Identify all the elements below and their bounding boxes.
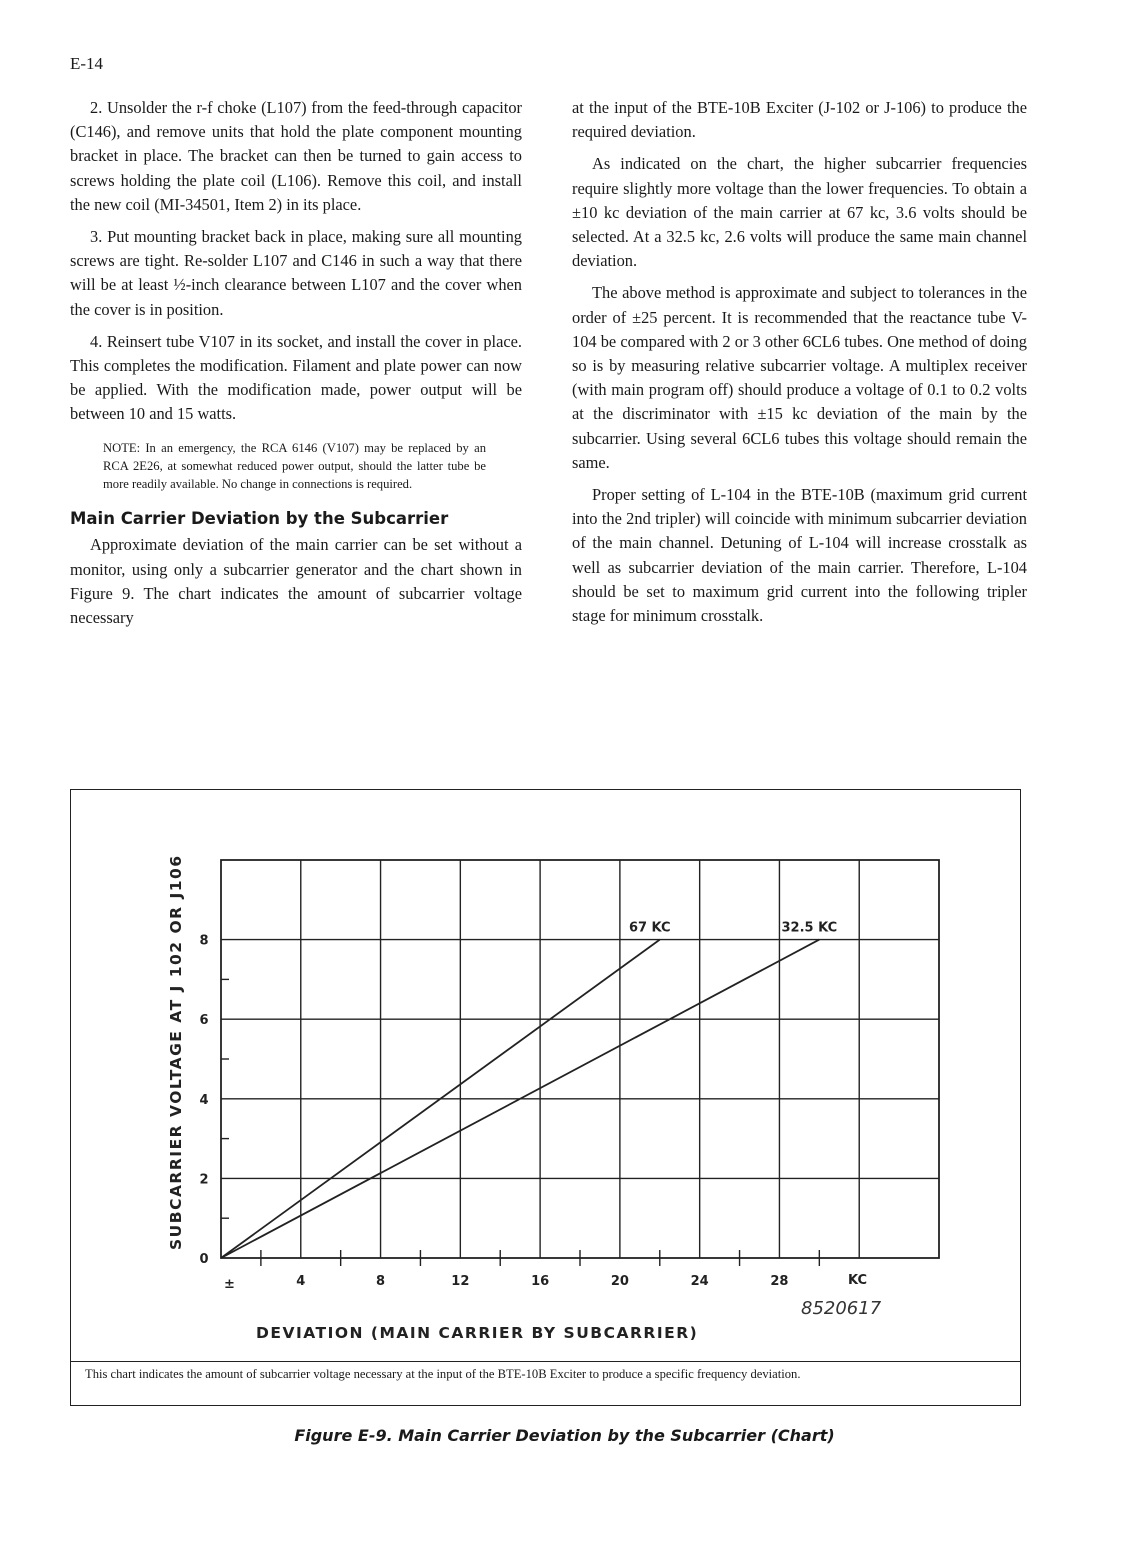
drawing-number: 8520617 bbox=[801, 1298, 882, 1319]
y-tick-label: 4 bbox=[199, 1092, 209, 1108]
x-tick-label: 8 bbox=[376, 1274, 386, 1289]
x-axis-unit: KC bbox=[848, 1273, 868, 1288]
y-tick-label: 8 bbox=[199, 933, 209, 949]
y-tick-label: 2 bbox=[199, 1172, 209, 1188]
figure-box-caption: This chart indicates the amount of subcarrier voltage necessary at the input of the BTE-10B Exciter to produce a specific frequency deviation. bbox=[71, 1361, 1020, 1405]
deviation-chart bbox=[71, 790, 1019, 1362]
y-tick-label: 6 bbox=[199, 1013, 209, 1029]
y-tick-label: 0 bbox=[199, 1252, 209, 1267]
x-tick-label: 12 bbox=[451, 1274, 470, 1289]
x-tick-label: 16 bbox=[531, 1274, 550, 1289]
x-tick-label: 20 bbox=[610, 1274, 629, 1289]
paragraph-l104-setting: Proper setting of L-104 in the BTE-10B (maximum grid current into the 2nd tripler) will coincide with minimum subcarrier deviation of the main channel. Detuning of L-104 will increase crosstalk as well as subcarrier deviation of the main carrier. Therefore, L-104 should be set to maximum grid current into the following tripler stage for minimum crosstalk. bbox=[572, 485, 1027, 626]
chart-ticks bbox=[199, 934, 819, 1292]
paragraph-tolerances: The above method is approximate and subject to tolerances in the order of ±25 percent. It is recommended that the reactance tube V-104 be compared with 2 or 3 other 6CL6 tubes. One method of doing so is by measuring relative subcarrier voltage. A multiplex receiver (with main program off) should produce a voltage of 0.1 to 0.2 volts at the discriminator with ±15 kc deviation of the main by the subcarrier. Using several 6CL6 tubes this voltage should remain the same. bbox=[572, 283, 1027, 472]
figure-caption: Figure E-9. Main Carrier Deviation by the Subcarrier (Chart) bbox=[294, 1426, 835, 1445]
x-tick-label: 28 bbox=[770, 1274, 789, 1289]
chart-series bbox=[221, 921, 837, 1258]
y-axis-title: SUBCARRIER VOLTAGE AT J 102 OR J106 bbox=[167, 854, 185, 1250]
paragraph-reinsert-tube: 4. Reinsert tube V107 in its socket, and install the cover in place. This completes the modification. Filament and plate power can now be applied. With the modification made, power output will be between 10 and 15 watts. bbox=[70, 331, 522, 424]
section-heading: Main Carrier Deviation by the Subcarrier bbox=[70, 509, 449, 529]
series-label: 67 KC bbox=[628, 920, 671, 936]
page-number: E-14 bbox=[70, 54, 104, 73]
x-axis-title: DEVIATION (MAIN CARRIER BY SUBCARRIER) bbox=[256, 1324, 699, 1342]
left-column bbox=[70, 96, 522, 638]
paragraph-mounting-bracket: 3. Put mounting bracket back in place, making sure all mounting screws are tight. Re-solder L107 and C146 in such a way that there will be at least ½-inch clearance between L107 and the cover when the cover is in position. bbox=[70, 227, 522, 319]
paragraph-exciter-input: at the input of the BTE-10B Exciter (J-102 or J-106) to produce the required deviation. bbox=[572, 98, 1027, 142]
note-emergency-tube: NOTE: In an emergency, the RCA 6146 (V107) may be replaced by an RCA 2E26, at somewhat reduced power output, should the latter tube be more readily available. No change in connections is required. bbox=[103, 440, 486, 492]
series-label: 32.5 KC bbox=[781, 920, 838, 936]
x-tick-label: 24 bbox=[690, 1274, 709, 1289]
paragraph-higher-frequencies: As indicated on the chart, the higher subcarrier frequencies require slightly more voltage than the lower frequencies. To obtain a ±10 kc deviation of the main carrier at 67 kc, 3.6 volts should be selected. At a 32.5 kc, 2.6 volts will produce the same main channel deviation. bbox=[572, 154, 1027, 271]
paragraph-approximate-deviation: Approximate deviation of the main carrier can be set without a monitor, using only a subcarrier generator and the chart shown in Figure 9. The chart indicates the amount of subcarrier voltage necessary bbox=[70, 535, 522, 628]
paragraph-unsolder-choke: 2. Unsolder the r-f choke (L107) from the feed-through capacitor (C146), and remove units that hold the plate component mounting bracket in place. The bracket can then be turned to gain access to screws holding the plate coil (L106). Remove this coil, and install the new coil (MI-34501, Item 2) in its place. bbox=[70, 98, 522, 214]
x-tick-label: 4 bbox=[296, 1274, 306, 1289]
figure-box bbox=[70, 789, 1021, 1406]
x-tick-zero-label: ± bbox=[224, 1277, 235, 1292]
right-column bbox=[572, 96, 1027, 636]
